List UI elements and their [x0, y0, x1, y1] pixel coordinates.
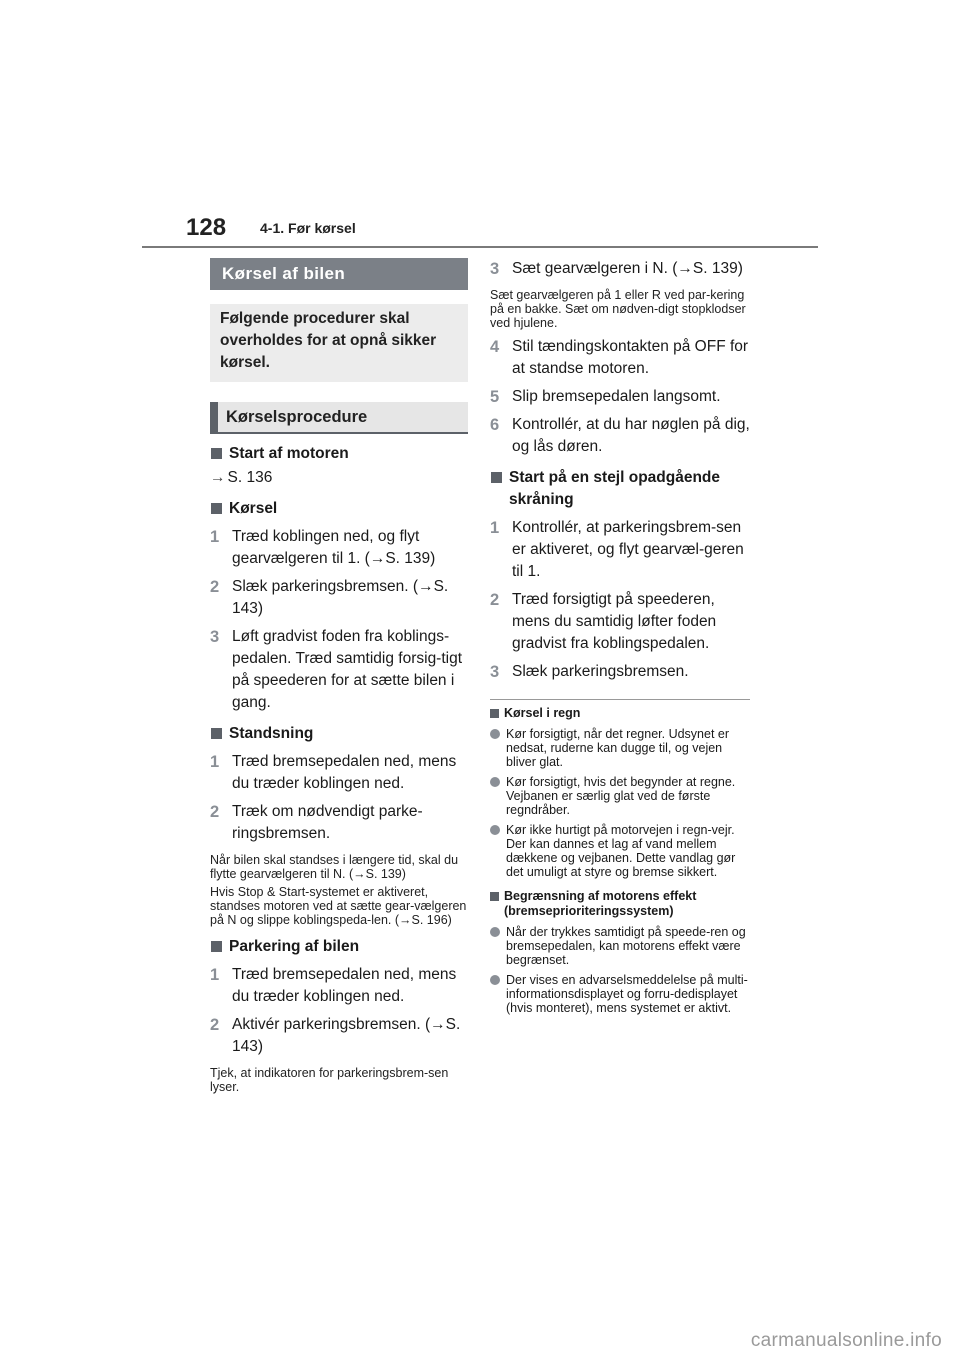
bullet-dot-icon — [490, 777, 500, 787]
cross-reference[interactable]: → S. 136 — [210, 469, 273, 486]
step: 2 Træd forsigtigt på speederen, mens du samtidig løfter foden gradvist fra koblingspedalen. — [490, 591, 717, 652]
bullet-dot-icon — [490, 825, 500, 835]
intro-box: Følgende procedurer skal overholdes for at opnå sikker kørsel. — [210, 304, 468, 382]
watermark: carmanualsonline.info — [750, 1330, 942, 1351]
note: Sæt gearvælgeren på 1 eller R ved par-kering på en bakke. Sæt om nødven-digt stopklodser ved hjulene. — [490, 288, 746, 330]
step: 2 Aktivér parkeringsbremsen. (→S. 143) — [210, 1016, 461, 1055]
step: 1 Træd bremsepedalen ned, mens du træder koblingen ned. — [210, 753, 457, 792]
list-item: Kør forsigtigt, hvis det begynder at regne. Vejbanen er særlig glat ved de første regndråber. — [490, 775, 750, 817]
left-column — [210, 258, 468, 1094]
page-header — [142, 212, 818, 248]
subheading-rain: Kørsel i regn — [490, 706, 750, 721]
bullet-dot-icon — [490, 927, 500, 937]
square-bullet-icon — [490, 892, 499, 901]
step: 1 Træd bremsepedalen ned, mens du træder koblingen ned. — [210, 966, 457, 1005]
divider — [490, 699, 750, 700]
bullet-dot-icon — [490, 975, 500, 985]
square-bullet-icon — [211, 503, 222, 514]
chapter-title: 4-1. Før kørsel — [260, 220, 356, 236]
square-bullet-icon — [211, 448, 222, 459]
subheading-hill-start: Start på en stejl opadgående skråning — [490, 467, 750, 511]
bullet-dot-icon — [490, 729, 500, 739]
note: Når bilen skal standses i længere tid, skal du flytte gearvælgeren til N. (→S. 139) — [210, 853, 459, 881]
subheading-power-limit: Begrænsning af motorens effekt (bremseprioriteringssystem) — [490, 889, 750, 919]
arrow-right-icon: → — [210, 469, 226, 486]
list-item: Der vises en advarselsmeddelelse på multi-informationsdisplayet og forru-dedisplayet (hvis monteret), mens systemet er aktivt. — [490, 973, 750, 1015]
subheading-driving: Kørsel — [210, 498, 468, 520]
step: 4 Stil tændingskontakten på OFF for at standse motoren. — [490, 338, 749, 377]
note: Tjek, at indikatoren for parkeringsbrem-sen lyser. — [210, 1066, 449, 1094]
step: 5 Slip bremsepedalen langsomt. — [490, 388, 721, 406]
step: 2 Træk om nødvendigt parke-ringsbremsen. — [210, 803, 423, 842]
note: Hvis Stop & Start-systemet er aktiveret, standses motoren ved at sætte gear-vælgeren på N og slippe koblingspeda-len. (→S. 196) — [210, 885, 467, 927]
page-title: Kørsel af bilen — [210, 258, 468, 290]
step: 3 Sæt gearvælgeren i N. (→S. 139) — [490, 260, 743, 278]
square-bullet-icon — [491, 472, 502, 483]
step: 1 Træd koblingen ned, og flyt gearvælgeren til 1. (→S. 139) — [210, 528, 436, 567]
list-item: Når der trykkes samtidigt på speede-ren og bremsepedalen, kan motorens effekt være begrænset. — [490, 925, 750, 967]
list-item: Kør forsigtigt, når det regner. Udsynet er nedsat, ruderne kan dugge til, og vejen bliver glat. — [490, 727, 750, 769]
step: 3 Slæk parkeringsbremsen. — [490, 663, 689, 681]
square-bullet-icon — [490, 709, 499, 718]
step: 1 Kontrollér, at parkeringsbrem-sen er aktiveret, og flyt gearvæl-geren til 1. — [490, 519, 744, 580]
subheading-start: Start af motoren — [210, 443, 468, 465]
right-column — [490, 258, 750, 1015]
subheading-parking: Parkering af bilen — [210, 936, 468, 958]
page-number: 128 — [186, 214, 227, 241]
section-title: Kørselsprocedure — [210, 402, 468, 434]
step: 6 Kontrollér, at du har nøglen på dig, og lås døren. — [490, 416, 750, 455]
square-bullet-icon — [211, 728, 222, 739]
step: 2 Slæk parkeringsbremsen. (→S. 143) — [210, 578, 449, 617]
square-bullet-icon — [211, 941, 222, 952]
subheading-stopping: Standsning — [210, 723, 468, 745]
step: 3 Løft gradvist foden fra koblings-pedalen. Træd samtidig forsig-tigt på speederen for at sætte bilen i gang. — [210, 628, 463, 711]
list-item: Kør ikke hurtigt på motorvejen i regn-vejr. Der kan dannes et lag af vand mellem dækkene og vejbanen. Dette vandlag gør det umuligt at styre og bremse sikkert. — [490, 823, 750, 879]
